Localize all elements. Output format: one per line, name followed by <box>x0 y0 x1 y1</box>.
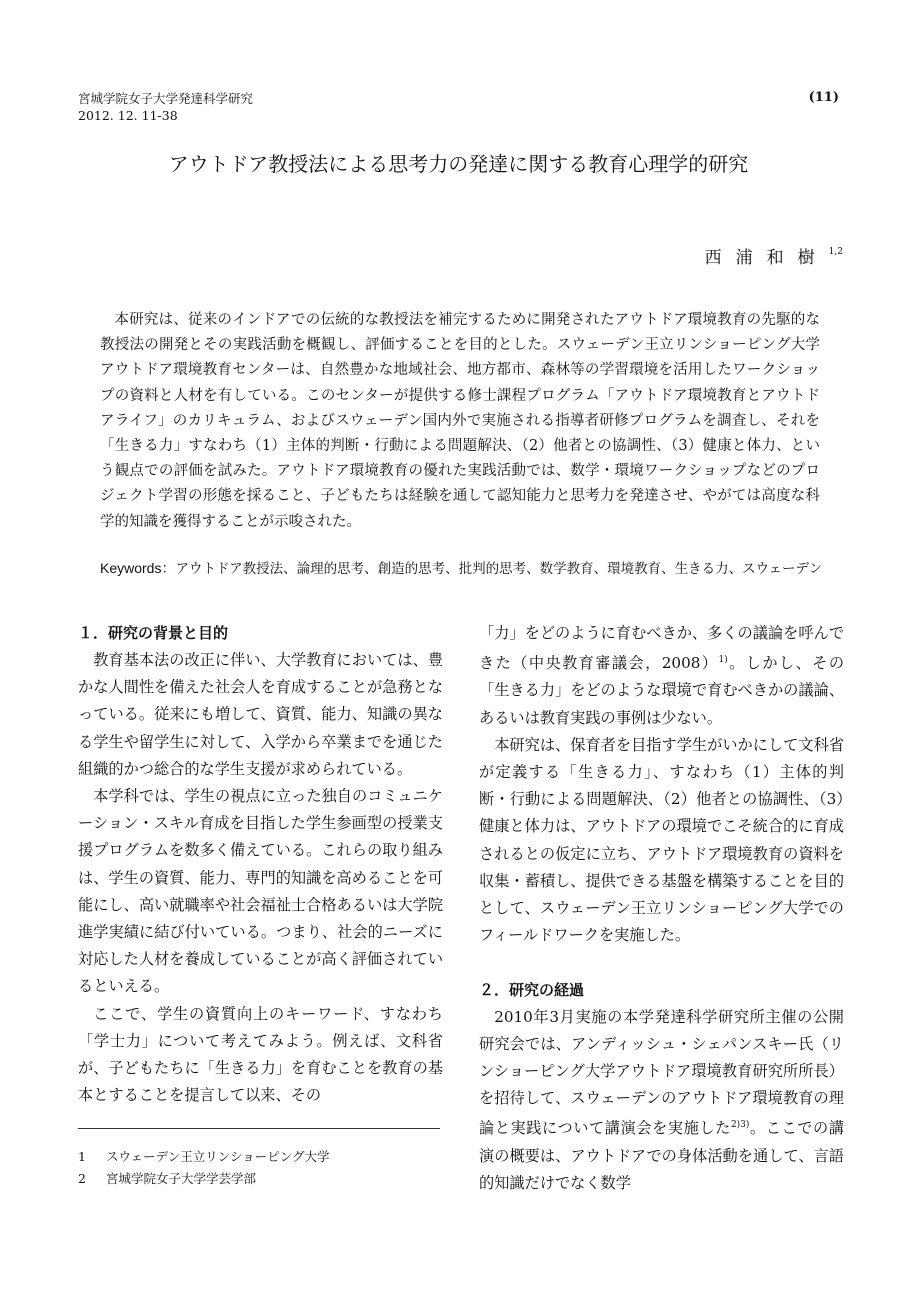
author-name: 西浦和樹 <box>704 248 829 268</box>
section-1-paragraph-2: 本学科では、学生の視点に立った独自のコミュニケーション・スキル育成を目指した学生参画型の授業支援プログラムを数多く備えている。これらの取り組みは、学生の資質、能力、専門的知識を高めることを可能にし、高い就職率や社会福祉士合格あるいは大学院進学実績に結び付いている。つまり、社会的ニーズに対応した人材を養成していることが高く評価されているといえる。 <box>78 787 443 996</box>
footnote-divider <box>78 1128 440 1129</box>
continued-text-end: 。しかし、その「生きる力」をどのような環境で育むべきかの議論、あるいは教育実践の事例は少ない。 <box>479 654 845 727</box>
section-2-heading: ２．研究の経過 <box>479 980 585 999</box>
section-gap <box>479 950 844 977</box>
footnote-2 <box>78 1168 329 1190</box>
section-1-heading: １．研究の背景と目的 <box>78 624 229 642</box>
section-2-text: 2010年3月実施の本学発達科学研究所主催の公開研究会では、アンディッシュ・シェパンスキー氏（リンショーピング大学アウトドア環境教育研究所所長）を招待して、スウェーデンのアウトドア環境教育の理論と実践について講演会を実施した <box>479 1007 844 1138</box>
section-2-paragraph-1 <box>479 1004 844 1197</box>
footnote-number: 2 <box>78 1171 86 1186</box>
section-1-paragraph-3-continued <box>479 620 844 732</box>
footnote-text: 宮城学院女子大学学芸学部 <box>106 1171 257 1186</box>
citation-ref: 2)3) <box>730 1120 750 1131</box>
footnote-1 <box>78 1146 329 1168</box>
keywords-text: アウトドア教授法、論理的思考、創造的思考、批判的思考、数学教育、環境教育、生きる力、スウェーデン <box>175 561 823 577</box>
left-column <box>78 620 443 1109</box>
paper-title: アウトドア教授法による思考力の発達に関する教育心理学的研究 <box>168 152 749 176</box>
footnote-text: スウェーデン王立リンショーピング大学 <box>106 1149 330 1164</box>
footnote-number: 1 <box>78 1149 86 1164</box>
citation-ref: 1) <box>718 655 728 666</box>
section-1-paragraph-3: ここで、学生の資質向上のキーワード、すなわち「学士力」について考えてみよう。例えば、文科省が、子どもたちに「生きる力」を育むことを教育の基本とすることを提言して以来、その <box>78 1004 443 1105</box>
page-number: (11) <box>808 90 839 105</box>
section-1-paragraph-4: 本研究は、保育者を目指す学生がいかにして文科省が定義する「生きる力」、すなわち（1）主体的判断・行動による問題解決、（2）他者との協調性、（3）健康と体力は、アウトドアの環境でこそ統合的に育成されるとの仮定に立ち、アウトドア環境教育の資料を収集・蓄積し、提供できる基盤を構築することを目的として、スウェーデン王立リンショーピング大学でのフィールドワークを実施した。 <box>479 735 844 945</box>
journal-pages: 2012. 12. 11-38 <box>78 108 178 123</box>
section-1-paragraph-1: 教育基本法の改正に伴い、大学教育においては、豊かな人間性を備えた社会人を育成することが急務となっている。従来にも増して、資質、能力、知識の異なる学生や留学生に対して、入学から卒業までを通じた組織的かつ総合的な学生支援が求められている。 <box>78 651 443 778</box>
author-affiliation: 1,2 <box>828 247 843 258</box>
abstract: 本研究は、従来のインドアでの伝統的な教授法を補完するために開発されたアウトドア環境教育の先駆的な教授法の開発とその実践活動を概観し、評価することを目的とした。スウェーデン王立リンショーピング大学アウトドア環境教育センターは、自然豊かな地域社会、地方都市、森林等の学習環境を活用したワークショップの資料と人材を有している。このセンターが提供する修士課程プログラム「アウトドア環境教育とアウトドアライフ」のカリキュラム、およびスウェーデン国内外で実施される指導者研修プログラムを調査し、それを「生きる力」すなわち（1）主体的判断・行動による問題解決、（2）他者との協調性、（3）健康と体力、という観点での評価を試みた。アウトドア環境教育の優れた実践活動では、数学・環境ワークショップなどのプロジェクト学習の形態を採ること、子どもたちは経験を通して認知能力と思考力を発達させ、やがては高度な科学的知識を獲得することが示唆された。 <box>100 312 820 530</box>
author <box>705 243 843 268</box>
footnotes <box>78 1146 329 1190</box>
keywords-label: Keywords： <box>100 560 176 576</box>
right-column <box>479 620 844 1197</box>
journal-header <box>78 90 253 124</box>
journal-name: 宮城学院女子大学発達科学研究 <box>78 91 254 106</box>
keywords <box>100 557 840 578</box>
continued-text: 「力」をどのように育むべきか、多くの議論を呼んできた（中央教育審議会，2008） <box>479 624 844 673</box>
section-2-text-end: 。ここでの講演の概要は、アウトドアでの身体活動を通して、言語的知識だけでなく数学 <box>479 1119 845 1192</box>
